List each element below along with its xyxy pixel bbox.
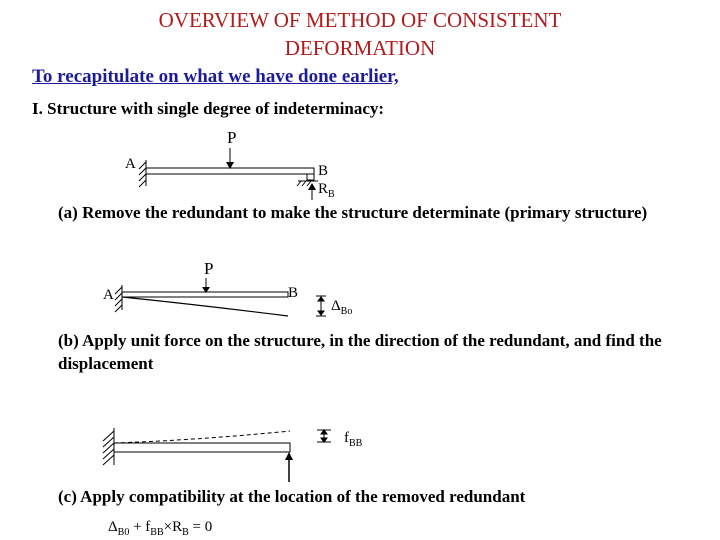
subtitle: To recapitulate on what we have done earlier, [32, 66, 399, 87]
fig3-flex-dimension [317, 430, 331, 442]
fig3-fixed-support [103, 428, 114, 465]
fig3-beam [114, 443, 290, 452]
fig2-label-a: A [103, 287, 114, 303]
fig1-reaction-label: $R_B$ [318, 181, 335, 200]
section-heading: I. Structure with single degree of indeterminacy: [32, 99, 385, 118]
fig3-deflected-shape [114, 431, 290, 443]
fig2-load-label: P [204, 259, 214, 278]
title-line-2: DEFORMATION [284, 36, 436, 60]
caption-c: (c) Apply compatibility at the location of the removed redundant [58, 487, 526, 506]
caption-b: (b) Apply unit force on the structure, in the direction of the redundant, and find the displacement [58, 331, 662, 373]
fig1-label-b: B [318, 163, 329, 179]
fig2-delta-label: $\Delta_{Bo}$ [331, 298, 353, 317]
fig1-load-label: P [227, 128, 237, 147]
fig1-label-a: A [125, 156, 136, 172]
fig3-flex-label: $f_{BB}$ [344, 430, 363, 449]
compatibility-equation: $\Delta_{B0} + f_{BB}\times R_B = 0$ [108, 519, 213, 538]
fig3-unit-force-arrow [285, 452, 293, 482]
title-line-1: OVERVIEW OF METHOD OF CONSISTENT [158, 8, 562, 32]
fig2-label-b: B [288, 285, 299, 301]
caption-a: (a) Remove the redundant to make the structure determinate (primary structure) [58, 203, 648, 222]
